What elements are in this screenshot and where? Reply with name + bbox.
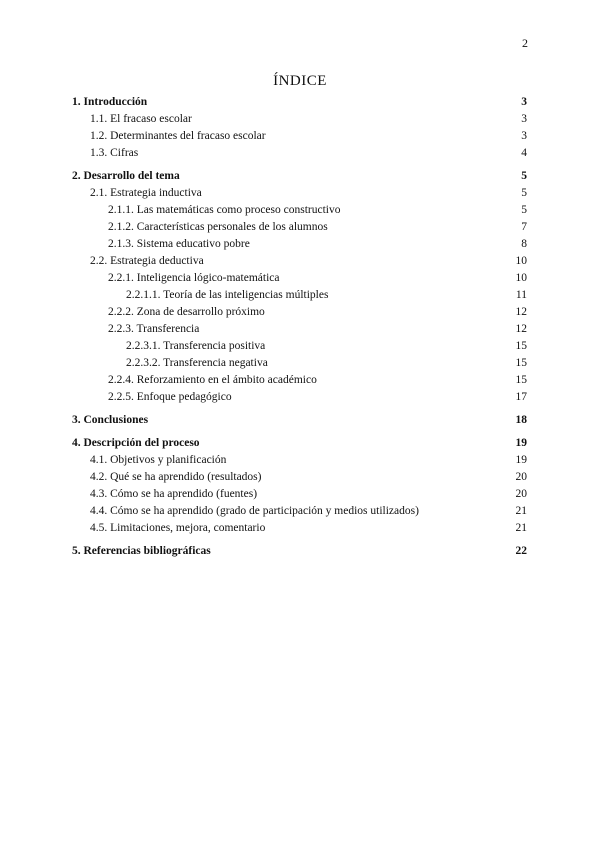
toc-entry-label: 3. Conclusiones [72,414,149,426]
toc-entry-label: 1.2. Determinantes del fracaso escolar [90,130,266,142]
toc-entry-label: 2.2.3.1. Transferencia positiva [126,340,266,352]
toc-entry-2 [72,168,527,185]
toc-entry-page: 4 [521,147,527,159]
toc-entry-1-3 [72,145,527,162]
toc-entry-1-1 [72,111,527,128]
toc-entry-label: 2.1.3. Sistema educativo pobre [108,238,250,250]
toc-entry-page: 8 [521,238,527,250]
toc-entry-2-2-3-2 [72,355,527,372]
toc-entry-2-2-3-1 [72,338,527,355]
toc-entry-4-2 [72,469,527,486]
toc-entry-label: 1.3. Cifras [90,147,139,159]
toc-entry-page: 7 [521,221,527,233]
toc-entry-4-5 [72,520,527,537]
toc-entry-page: 17 [515,391,527,403]
toc-entry-2-1-1 [72,202,527,219]
toc-entry-label: 2.2.5. Enfoque pedagógico [108,391,232,403]
toc-entry-page: 20 [515,471,527,483]
toc-entry-label: 1.1. El fracaso escolar [90,113,192,125]
toc-entry-3 [72,412,527,429]
toc-entry-page: 11 [515,289,527,301]
toc-entry-2-2-1-1 [72,287,527,304]
toc-entry-label: 4.3. Cómo se ha aprendido (fuentes) [90,488,258,500]
toc-entry-label: 2.2.4. Reforzamiento en el ámbito académico [108,374,317,386]
toc-entry-page: 5 [521,170,527,182]
toc-entry-label: 2.2.1. Inteligencia lógico-matemática [108,272,280,284]
toc-entry-4-4 [72,503,527,520]
toc-entry-label: 1. Introducción [72,96,148,108]
toc-entry-2-2-2 [72,304,527,321]
toc-entry-page: 22 [515,545,527,557]
toc-entry-label: 4.5. Limitaciones, mejora, comentario [90,522,266,534]
toc-entry-page: 10 [515,255,527,267]
toc-entry-2-1-2 [72,219,527,236]
toc-entry-page: 3 [521,130,527,142]
page-number: 2 [522,36,528,50]
toc-entry-label: 2.1. Estrategia inductiva [90,187,202,199]
toc-entry-2-2-4 [72,372,527,389]
page-title: ÍNDICE [273,73,327,89]
toc-entry-label: 4.4. Cómo se ha aprendido (grado de participación y medios utilizados) [90,505,419,517]
toc-entry-label: 2.2.3.2. Transferencia negativa [126,357,268,369]
toc-entry-2-2-3 [72,321,527,338]
table-of-contents [72,94,527,560]
toc-entry-label: 2.1.1. Las matemáticas como proceso constructivo [108,204,341,216]
toc-entry-page: 3 [521,113,527,125]
toc-entry-4 [72,435,527,452]
toc-entry-page: 5 [521,187,527,199]
toc-entry-label: 2.2.1.1. Teoría de las inteligencias múltiples [126,289,329,301]
toc-entry-label: 2.1.2. Características personales de los alumnos [108,221,328,233]
toc-entry-page: 20 [515,488,527,500]
toc-entry-page: 12 [515,306,527,318]
toc-entry-page: 21 [515,522,527,534]
toc-entry-page: 12 [515,323,527,335]
toc-entry-1 [72,94,527,111]
toc-entry-label: 4.2. Qué se ha aprendido (resultados) [90,471,262,483]
toc-entry-page: 18 [515,414,527,426]
toc-entry-2-1-3 [72,236,527,253]
toc-entry-label: 2. Desarrollo del tema [72,170,180,182]
toc-entry-page: 15 [515,340,527,352]
toc-entry-4-1 [72,452,527,469]
toc-entry-1-2 [72,128,527,145]
toc-entry-2-1 [72,185,527,202]
toc-entry-page: 21 [515,505,527,517]
toc-entry-label: 2.2.3. Transferencia [108,323,200,335]
toc-entry-label: 2.2.2. Zona de desarrollo próximo [108,306,265,318]
toc-entry-page: 15 [515,374,527,386]
toc-entry-label: 4. Descripción del proceso [72,437,200,449]
toc-entry-2-2 [72,253,527,270]
toc-entry-page: 19 [515,437,527,449]
toc-entry-page: 15 [515,357,527,369]
toc-entry-2-2-1 [72,270,527,287]
toc-entry-page: 5 [521,204,527,216]
toc-entry-label: 2.2. Estrategia deductiva [90,255,204,267]
toc-entry-label: 5. Referencias bibliográficas [72,545,211,557]
toc-entry-page: 10 [515,272,527,284]
toc-entry-label: 4.1. Objetivos y planificación [90,454,227,466]
toc-entry-5 [72,543,527,560]
toc-entry-page: 19 [515,454,527,466]
toc-entry-2-2-5 [72,389,527,406]
toc-entry-4-3 [72,486,527,503]
toc-entry-page: 3 [521,96,527,108]
